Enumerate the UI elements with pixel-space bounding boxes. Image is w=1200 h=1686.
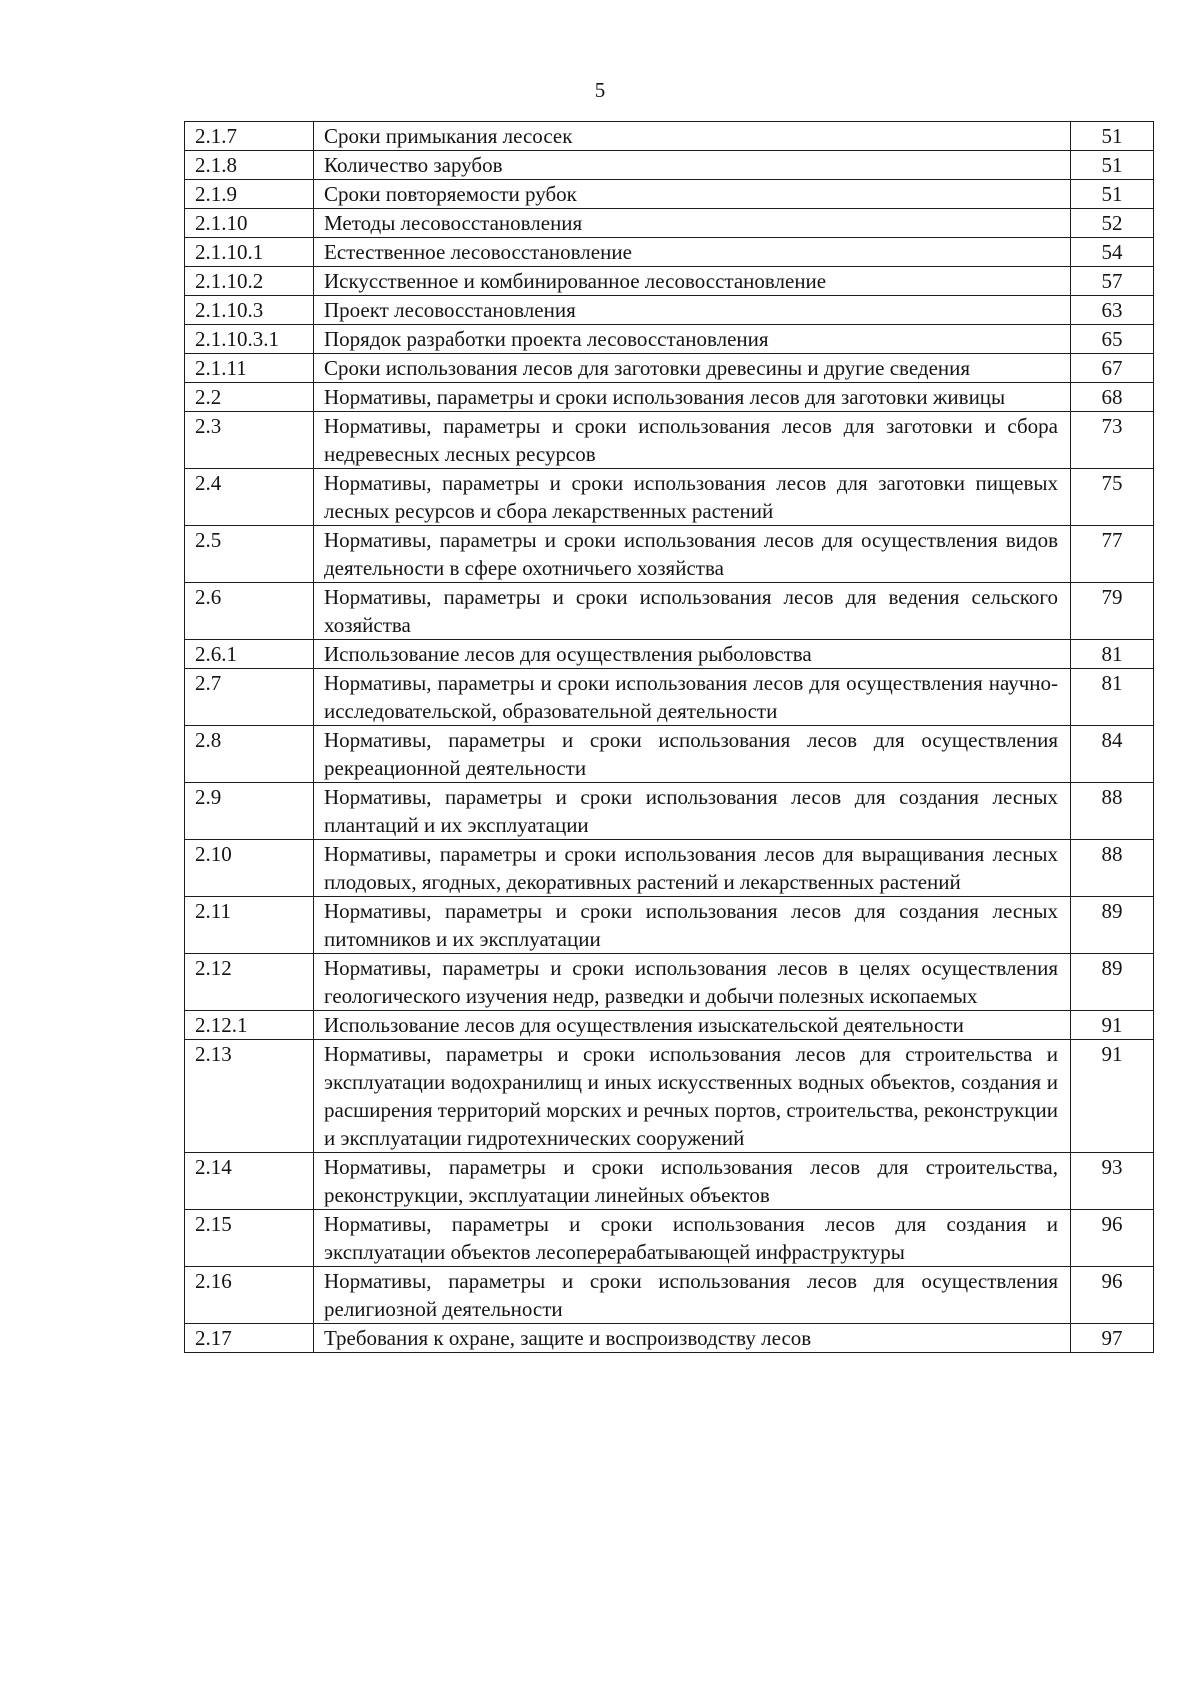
section-title: Нормативы, параметры и сроки использования лесов для строительства, реконструкции, эксплуатации линейных объектов (314, 1153, 1071, 1210)
section-title: Проект лесовосстановления (314, 296, 1071, 325)
section-title: Сроки повторяемости рубок (314, 180, 1071, 209)
section-page: 96 (1071, 1267, 1154, 1324)
page-number: 5 (594, 78, 606, 102)
section-number: 2.2 (185, 383, 314, 412)
table-row (185, 325, 1154, 354)
section-title: Сроки примыкания лесосек (314, 122, 1071, 151)
table-row (185, 583, 1154, 640)
table-row (185, 354, 1154, 383)
table-row (185, 180, 1154, 209)
section-page: 68 (1071, 383, 1154, 412)
table-row (185, 726, 1154, 783)
section-number: 2.11 (185, 897, 314, 954)
section-title: Количество зарубов (314, 151, 1071, 180)
section-page: 75 (1071, 469, 1154, 526)
section-title: Нормативы, параметры и сроки использования лесов для осуществления видов деятельности в сфере охотничьего хозяйства (314, 526, 1071, 583)
section-number: 2.4 (185, 469, 314, 526)
section-number: 2.13 (185, 1040, 314, 1153)
section-title: Нормативы, параметры и сроки использования лесов для выращивания лесных плодовых, ягодных, декоративных растений и лекарственных растений (314, 840, 1071, 897)
section-page: 57 (1071, 267, 1154, 296)
table-row (185, 383, 1154, 412)
section-page: 88 (1071, 840, 1154, 897)
section-title: Нормативы, параметры и сроки использования лесов для создания лесных плантаций и их эксплуатации (314, 783, 1071, 840)
table-row (185, 526, 1154, 583)
section-page: 79 (1071, 583, 1154, 640)
table-of-contents (184, 121, 1154, 1353)
section-title: Использование лесов для осуществления изыскательской деятельности (314, 1011, 1071, 1040)
section-title: Требования к охране, защите и воспроизводству лесов (314, 1324, 1071, 1353)
section-page: 51 (1071, 122, 1154, 151)
table-row (185, 783, 1154, 840)
table-row (185, 840, 1154, 897)
section-title: Естественное лесовосстановление (314, 238, 1071, 267)
table-row (185, 1210, 1154, 1267)
section-title: Нормативы, параметры и сроки использования лесов для заготовки и сбора недревесных лесных ресурсов (314, 412, 1071, 469)
section-number: 2.3 (185, 412, 314, 469)
section-title: Нормативы, параметры и сроки использования лесов для осуществления религиозной деятельности (314, 1267, 1071, 1324)
toc-body (185, 122, 1154, 1353)
section-page: 89 (1071, 954, 1154, 1011)
section-page: 88 (1071, 783, 1154, 840)
section-page: 51 (1071, 151, 1154, 180)
section-number: 2.1.10.3.1 (185, 325, 314, 354)
table-row (185, 238, 1154, 267)
section-number: 2.6.1 (185, 640, 314, 669)
section-title: Порядок разработки проекта лесовосстановления (314, 325, 1071, 354)
table-row (185, 897, 1154, 954)
section-title: Нормативы, параметры и сроки использования лесов для ведения сельского хозяйства (314, 583, 1071, 640)
table-row (185, 1153, 1154, 1210)
section-title: Нормативы, параметры и сроки использования лесов для создания лесных питомников и их эксплуатации (314, 897, 1071, 954)
section-page: 89 (1071, 897, 1154, 954)
section-page: 91 (1071, 1011, 1154, 1040)
section-title: Нормативы, параметры и сроки использования лесов для заготовки живицы (314, 383, 1071, 412)
section-page: 97 (1071, 1324, 1154, 1353)
section-title: Искусственное и комбинированное лесовосстановление (314, 267, 1071, 296)
section-number: 2.1.7 (185, 122, 314, 151)
table-row (185, 954, 1154, 1011)
section-number: 2.8 (185, 726, 314, 783)
table-row (185, 122, 1154, 151)
section-title: Использование лесов для осуществления рыболовства (314, 640, 1071, 669)
section-number: 2.17 (185, 1324, 314, 1353)
section-title: Нормативы, параметры и сроки использования лесов для осуществления рекреационной деятельности (314, 726, 1071, 783)
table-row (185, 669, 1154, 726)
section-page: 84 (1071, 726, 1154, 783)
section-page: 73 (1071, 412, 1154, 469)
section-title: Сроки использования лесов для заготовки древесины и другие сведения (314, 354, 1071, 383)
section-title: Нормативы, параметры и сроки использования лесов для осуществления научно-исследовательской, образовательной деятельности (314, 669, 1071, 726)
table-row (185, 1324, 1154, 1353)
section-number: 2.10 (185, 840, 314, 897)
section-number: 2.15 (185, 1210, 314, 1267)
table-row (185, 412, 1154, 469)
section-page: 81 (1071, 669, 1154, 726)
table-row (185, 1040, 1154, 1153)
table-row (185, 1267, 1154, 1324)
section-number: 2.1.10.2 (185, 267, 314, 296)
section-number: 2.6 (185, 583, 314, 640)
table-row (185, 151, 1154, 180)
section-number: 2.1.8 (185, 151, 314, 180)
section-page: 65 (1071, 325, 1154, 354)
section-number: 2.9 (185, 783, 314, 840)
section-title: Нормативы, параметры и сроки использования лесов для строительства и эксплуатации водохранилищ и иных искусственных водных объектов, создания и расширения территорий морских и речных портов, строительства, реконструкции и эксплуатации гидротехнических сооружений (314, 1040, 1071, 1153)
section-number: 2.1.11 (185, 354, 314, 383)
section-title: Нормативы, параметры и сроки использования лесов в целях осуществления геологического изучения недр, разведки и добычи полезных ископаемых (314, 954, 1071, 1011)
section-title: Нормативы, параметры и сроки использования лесов для создания и эксплуатации объектов лесоперерабатывающей инфраструктуры (314, 1210, 1071, 1267)
section-page: 52 (1071, 209, 1154, 238)
section-number: 2.14 (185, 1153, 314, 1210)
section-title: Методы лесовосстановления (314, 209, 1071, 238)
section-number: 2.1.10.3 (185, 296, 314, 325)
section-number: 2.16 (185, 1267, 314, 1324)
section-page: 96 (1071, 1210, 1154, 1267)
section-title: Нормативы, параметры и сроки использования лесов для заготовки пищевых лесных ресурсов и сбора лекарственных растений (314, 469, 1071, 526)
table-row (185, 296, 1154, 325)
section-number: 2.12.1 (185, 1011, 314, 1040)
section-number: 2.5 (185, 526, 314, 583)
table-row (185, 209, 1154, 238)
section-page: 54 (1071, 238, 1154, 267)
section-number: 2.1.10 (185, 209, 314, 238)
section-page: 93 (1071, 1153, 1154, 1210)
table-row (185, 469, 1154, 526)
table-row (185, 640, 1154, 669)
section-number: 2.7 (185, 669, 314, 726)
table-row (185, 1011, 1154, 1040)
section-number: 2.1.9 (185, 180, 314, 209)
section-page: 91 (1071, 1040, 1154, 1153)
section-page: 51 (1071, 180, 1154, 209)
section-number: 2.12 (185, 954, 314, 1011)
section-number: 2.1.10.1 (185, 238, 314, 267)
section-page: 67 (1071, 354, 1154, 383)
section-page: 81 (1071, 640, 1154, 669)
section-page: 63 (1071, 296, 1154, 325)
table-row (185, 267, 1154, 296)
section-page: 77 (1071, 526, 1154, 583)
